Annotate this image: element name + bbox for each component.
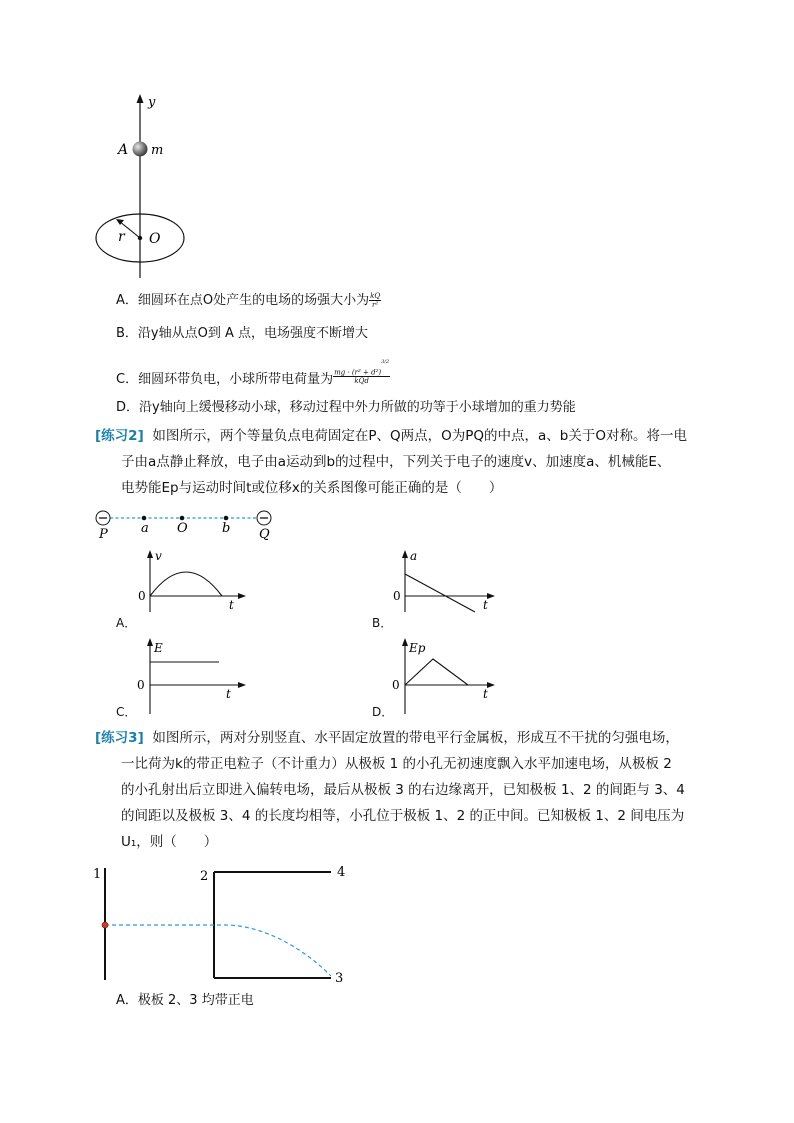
graph-d-letter: D． — [372, 705, 394, 719]
question-2-label: [练习2] — [95, 428, 144, 444]
graph-a-xlabel: t — [229, 598, 234, 612]
q1-option-d[interactable]: D．沿y轴向上缓慢移动小球，移动过程中外力所做的功等于小球增加的重力势能 — [116, 400, 576, 415]
graph-d-origin: 0 — [392, 678, 400, 692]
graph-b[interactable] — [385, 550, 505, 615]
plate-2-label: 2 — [200, 869, 209, 884]
plates-figure — [85, 860, 355, 986]
charge-line-figure — [90, 506, 285, 542]
graph-b-xlabel: t — [483, 598, 488, 612]
graph-a-origin: 0 — [138, 589, 146, 603]
q1-option-c[interactable]: C．细圆环带负电，小球所带电荷量为 $\frac{mg \cdot (r^2 + d^2)^{3/2}}{\text{kQd}}$ — [116, 359, 390, 388]
point-a-label: A — [118, 142, 129, 158]
graph-d[interactable] — [385, 638, 505, 716]
graph-b-letter: B． — [372, 616, 393, 630]
point-a: a — [141, 521, 149, 536]
graph-c-letter: C． — [116, 705, 137, 719]
graph-c-origin: 0 — [137, 678, 145, 692]
plate-4-label: 4 — [337, 865, 346, 880]
point-b: b — [222, 521, 231, 536]
graph-c-xlabel: t — [226, 687, 231, 701]
q3-option-a[interactable]: A．极板 2、3 均带正电 — [116, 993, 254, 1008]
point-q: Q — [259, 527, 270, 542]
radius-label: r — [118, 229, 125, 245]
graph-b-ylabel: a — [410, 550, 418, 563]
y-axis-label: y — [148, 95, 156, 110]
question-3-label: [练习3] — [95, 730, 144, 746]
q1-option-a[interactable]: A．细圆环在点O处产生的电场的场强大小为 $\frac{kQ}{\text{r²}}$ — [116, 292, 381, 309]
particle — [102, 922, 108, 928]
fraction: $\frac{kQ}{\text{r²}}$ — [370, 292, 381, 309]
plate-1-label: 1 — [93, 867, 102, 882]
q1-option-b[interactable]: B．沿y轴从点O到 A 点，电场强度不断增大 — [116, 326, 369, 341]
ring-ball-figure — [85, 88, 205, 283]
graph-c-ylabel: E — [154, 641, 163, 655]
graph-d-xlabel: t — [483, 687, 488, 701]
point-p: P — [99, 527, 108, 542]
graph-a[interactable] — [130, 550, 250, 615]
graph-b-origin: 0 — [393, 589, 401, 603]
plate-3-label: 3 — [335, 971, 344, 986]
graph-c[interactable] — [130, 638, 250, 716]
mass-label: m — [151, 143, 164, 158]
ball — [133, 142, 148, 157]
question-2-stem: [练习2] 如图所示，两个等量负点电荷固定在P、Q两点，O为PQ的中点，a、b关于O对称。将一电 子由a点静止释放，电子由a运动到b的过程中，下列关于电子的速度v、加速度a、机械能E、 电势能Ep与运动时间t或位移x的关系图像可能正确的是（ ） — [95, 428, 687, 496]
graph-a-ylabel: v — [155, 550, 162, 563]
fraction: $\frac{mg \cdot (r^2 + d^2)^{3/2}}{\text{kQd}}$ — [334, 359, 390, 386]
question-3-stem: [练习3] 如图所示，两对分别竖直、水平固定放置的带电平行金属板，形成互不干扰的匀强电场， 一比荷为k的带正电粒子（不计重力）从极板 1 的小孔无初速度飘入水平加速电场，从极板 2 的小孔射出后立即进入偏转电场，最后从极板 3 的右边缘离开，已知极板 1、2 的间距与 3、4 的间距以及极板 3、4 的长度均相等，小孔位于极板 1、2 的正中间。已知极板 1、2 间电压为 U₁，则（ ） — [95, 730, 685, 850]
graph-d-ylabel: Ep — [409, 641, 426, 655]
graph-a-letter: A． — [116, 616, 137, 630]
point-o: O — [177, 521, 188, 536]
center-label: O — [149, 231, 161, 247]
